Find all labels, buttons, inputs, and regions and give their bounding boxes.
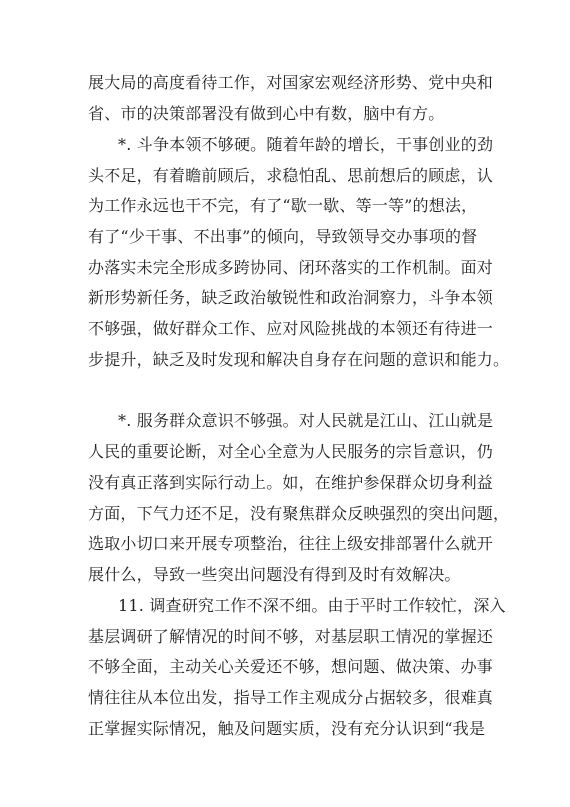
text-line: 省、市的决策部署没有做到心中有数，脑中有方。	[88, 104, 445, 123]
text-line: *. 服务群众意识不够强。对人民就是江山、江山就是	[118, 411, 494, 430]
text-line: 展什么，导致一些突出问题没有得到及时有效解决。	[88, 565, 461, 584]
text-line: 人民的重要论断，对全心全意为人民服务的宗旨意识，仍	[88, 442, 494, 461]
text-line: 步提升，缺乏及时发现和解决自身存在问题的意识和能力。	[88, 350, 510, 369]
text-line: 没有真正落到实际行动上。如，在维护参保群众切身利益	[88, 473, 494, 492]
text-line: 展大局的高度看待工作，对国家宏观经济形势、党中央和	[88, 73, 494, 92]
text-line: 不够强，做好群众工作、应对风险挑战的本领还有待进一	[88, 319, 494, 338]
text-line: 头不足，有着瞻前顾后，求稳怕乱、思前想后的顾虑，认	[88, 166, 494, 185]
text-line: 有了“少干事、不出事”的倾向，导致领导交办事项的督	[88, 227, 478, 246]
text-line: 为工作永远也干不完，有了“歇一歇、等一等”的想法，	[88, 196, 478, 215]
text-line: 新形势新任务，缺乏政治敏锐性和政治洞察力，斗争本领	[88, 288, 494, 307]
text-line: *. 斗争本领不够硬。随着年龄的增长，干事创业的劲	[118, 135, 494, 154]
text-line: 办落实未完全形成多跨协同、闭环落实的工作机制。面对	[88, 258, 494, 277]
text-line: 选取小切口来开展专项整治，往往上级安排部署什么就开	[88, 534, 494, 553]
text-line: 情往往从本位出发，指导工作主观成分占据较多，很难真	[88, 688, 494, 707]
text-line: 11. 调查研究工作不深不细。由于平时工作较忙，深入	[118, 596, 506, 615]
text-line: 方面，下气力还不足，没有聚焦群众反映强烈的突出问题，	[88, 504, 510, 523]
text-line: 正掌握实际情况，触及问题实质，没有充分认识到“我是	[88, 719, 486, 738]
text-line: 不够全面，主动关心关爱还不够，想问题、做决策、办事	[88, 657, 494, 676]
text-line: 基层调研了解情况的时间不够，对基层职工情况的掌握还	[88, 627, 494, 646]
